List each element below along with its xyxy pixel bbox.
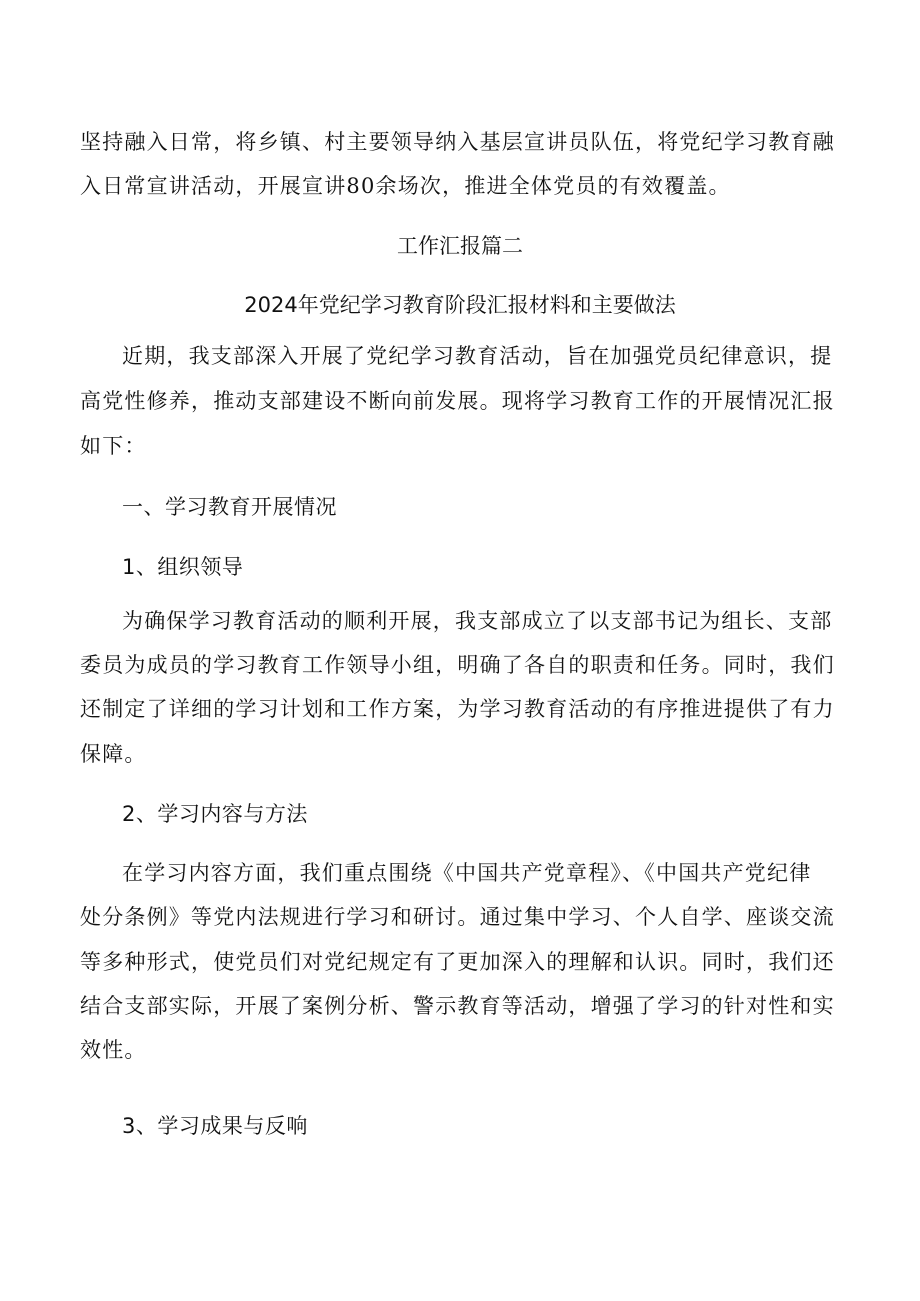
heading-1: 一、学习教育开展情况 xyxy=(122,495,337,519)
sub2-line-1: 在学习内容方面，我们重点围绕《中国共产党章程》、《中国共产党纪律 xyxy=(122,861,812,885)
sub2-line-5: 效性。 xyxy=(80,1038,147,1062)
opening-line-1: 近期，我支部深入开展了党纪学习教育活动，旨在加强党员纪律意识，提 xyxy=(122,344,833,368)
sub1-line-1: 为确保学习教育活动的顺利开展，我支部成立了以支部书记为组长、支部 xyxy=(122,609,833,633)
sub-heading-2: 2、学习内容与方法 xyxy=(122,802,308,826)
sub-heading-1: 1、组织领导 xyxy=(122,555,244,579)
sub1-line-2: 委员为成员的学习教育工作领导小组，明确了各自的职责和任务。同时，我们 xyxy=(80,653,835,677)
sub2-line-3: 等多种形式，使党员们对党纪规定有了更加深入的理解和认识。同时，我们还 xyxy=(80,950,835,974)
opening-line-3: 如下： xyxy=(80,434,147,458)
sub1-line-4: 保障。 xyxy=(80,742,147,766)
intro-line-1: 坚持融入日常，将乡镇、村主要领导纳入基层宣讲员队伍，将党纪学习教育融 xyxy=(80,130,835,154)
opening-line-2: 高党性修养，推动支部建设不断向前发展。现将学习教育工作的开展情况汇报 xyxy=(80,389,835,413)
section-label: 工作汇报篇二 xyxy=(397,234,523,258)
sub1-line-3: 还制定了详细的学习计划和工作方案，为学习教育活动的有序推进提供了有力 xyxy=(80,697,835,721)
document-title: 2024年党纪学习教育阶段汇报材料和主要做法 xyxy=(244,293,676,317)
intro-line-2: 入日常宣讲活动，开展宣讲80余场次，推进全体党员的有效覆盖。 xyxy=(80,174,731,198)
sub2-line-4: 结合支部实际，开展了案例分析、警示教育等活动，增强了学习的针对性和实 xyxy=(80,994,835,1018)
sub-heading-3: 3、学习成果与反响 xyxy=(122,1114,308,1138)
sub2-line-2: 处分条例》等党内法规进行学习和研讨。通过集中学习、个人自学、座谈交流 xyxy=(80,905,835,929)
